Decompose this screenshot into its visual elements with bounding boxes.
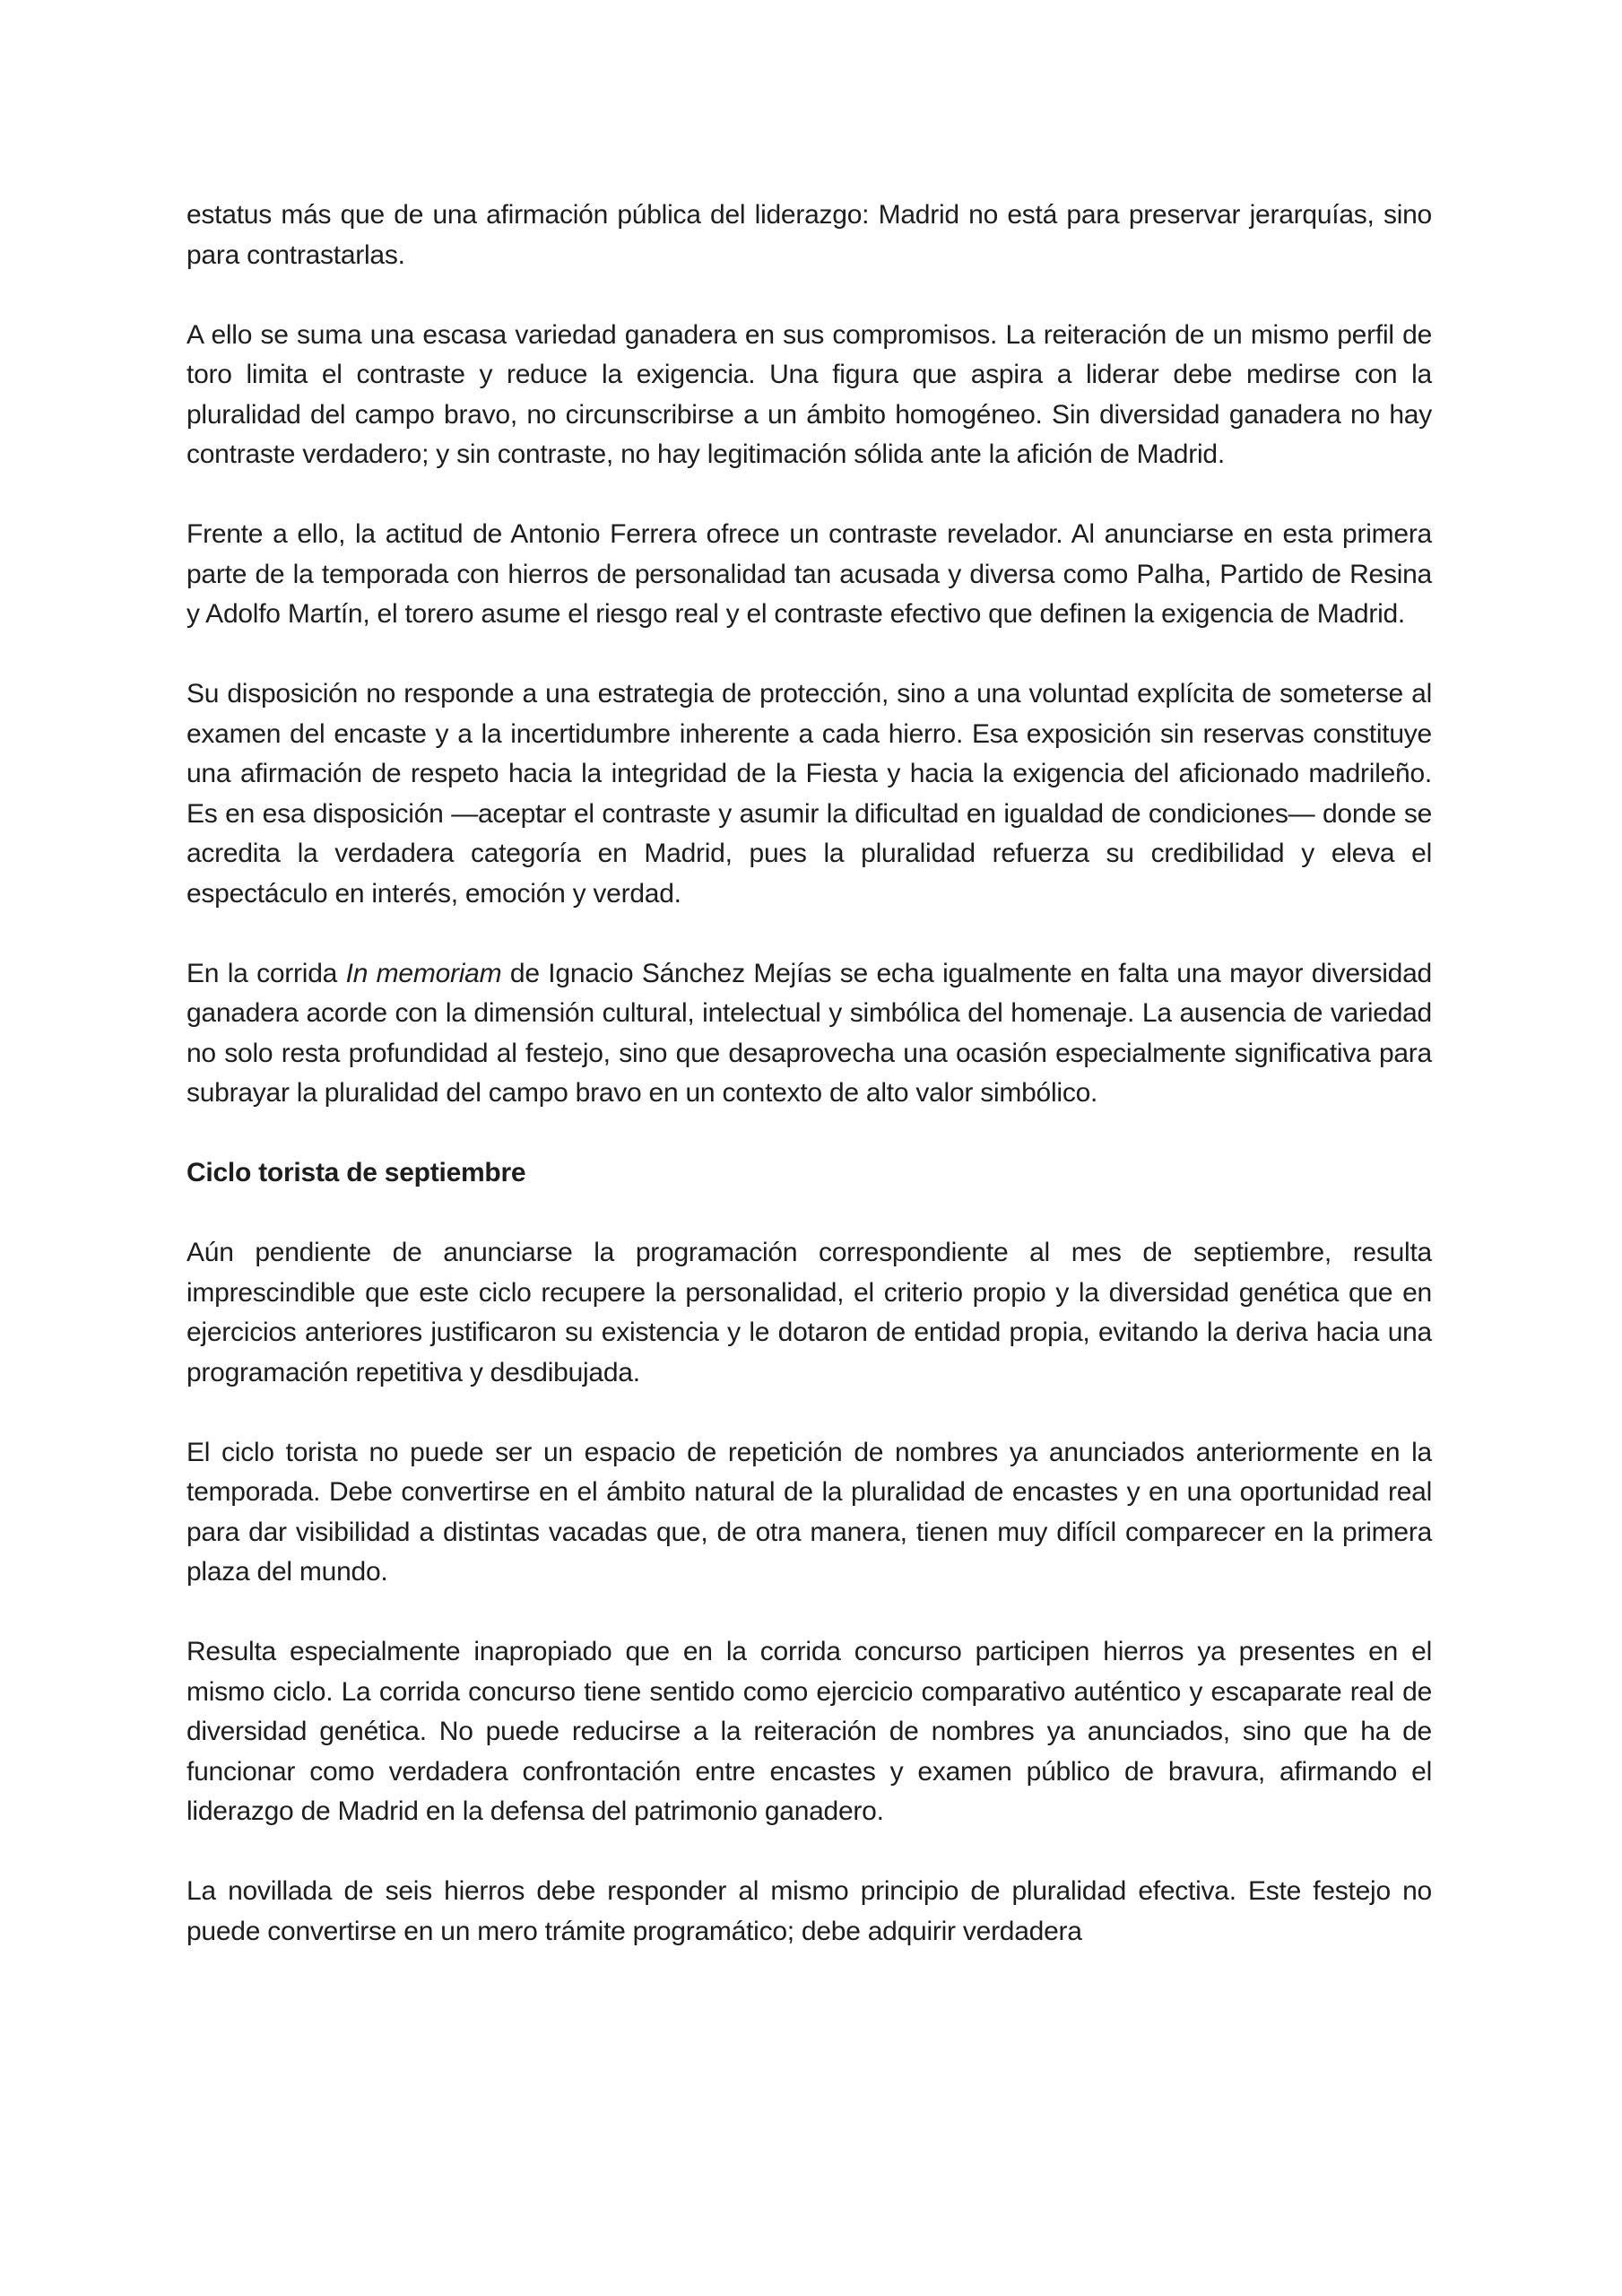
paragraph-variedad-ganadera: A ello se suma una escasa variedad ganadera en sus compromisos. La reiteración de un mismo perfil de toro limita el contraste y reduce la exigencia. Una figura que aspira a liderar debe medirse con la pluralidad del campo bravo, no circunscribirse a un ámbito homogéneo. Sin diversidad ganadera no hay contraste verdadero; y sin contraste, no hay legitimación sólida ante la afición de Madrid. [186,319,1432,469]
section-heading-ciclo-torista: Ciclo torista de septiembre [186,1158,526,1187]
paragraph-ciclo-torista: El ciclo torista no puede ser un espacio de repetición de nombres ya anunciados anteriormente en la temporada. Debe convertirse en el ámbito natural de la pluralidad de encastes y en una oportunidad real para dar visibilidad a distintas vacadas que, de otra manera, tienen muy difícil comparecer en la primera plaza del mundo. [186,1437,1432,1587]
paragraph-corrida-concurso: Resulta especialmente inapropiado que en la corrida concurso participen hierros ya presentes en el mismo ciclo. La corrida concurso tiene sentido como ejercicio comparativo auténtico y escaparate real de diversidad genética. No puede reducirse a la reiteración de nombres ya anunciados, sino que ha de funcionar como verdadera confrontación entre encastes y examen público de bravura, afirmando el liderazgo de Madrid en la defensa del patrimonio ganadero. [186,1637,1432,1826]
paragraph-in-memoriam [186,954,1432,1114]
paragraph-programacion-septiembre: Aún pendiente de anunciarse la programación correspondiente al mes de septiembre, resulta imprescindible que este ciclo recupere la personalidad, el criterio propio y la diversidad genética que en ejercicios anteriores justificaron su existencia y le dotaron de entidad propia, evitando la deriva hacia una programación repetitiva y desdibujada. [186,1238,1432,1387]
paragraph-continuation: estatus más que de una afirmación pública del liderazgo: Madrid no está para preservar jerarquías, sino para contrastarlas. [186,200,1432,270]
paragraph-disposicion: Su disposición no responde a una estrategia de protección, sino a una voluntad explícita de someterse al examen del encaste y a la incertidumbre inherente a cada hierro. Esa exposición sin reservas constituye una afirmación de respeto hacia la integridad de la Fiesta y hacia la exigencia del aficionado madrileño. Es en esa disposición —aceptar el contraste y asumir la dificultad en igualdad de condiciones— donde se acredita la verdadera categoría en Madrid, pues la pluralidad refuerza su credibilidad y eleva el espectáculo en interés, emoción y verdad. [186,679,1432,909]
paragraph-in-memoriam-rest: de Ignacio Sánchez Mejías se echa igualmente en falta una mayor diversidad ganadera acorde con la dimensión cultural, intelectual y simbólica del homenaje. La ausencia de variedad no solo resta profundidad al festejo, sino que desaprovecha una ocasión especialmente significativa para subrayar la pluralidad del campo bravo en un contexto de alto valor simbólico. [186,958,1432,1108]
paragraph-novillada: La novillada de seis hierros debe responder al mismo principio de pluralidad efectiva. Este festejo no puede convertirse en un mero trámite programático; debe adquirir verdadera [186,1876,1432,1946]
paragraph-antonio-ferrera: Frente a ello, la actitud de Antonio Ferrera ofrece un contraste revelador. Al anunciarse en esta primera parte de la temporada con hierros de personalidad tan acusada y diversa como Palha, Partido de Resina y Adolfo Martín, el torero asume el riesgo real y el contraste efectivo que definen la exigencia de Madrid. [186,519,1432,629]
paragraph-in-memoriam-lead: En la corrida [186,958,346,988]
italic-phrase-in-memoriam: In memoriam [345,958,502,988]
